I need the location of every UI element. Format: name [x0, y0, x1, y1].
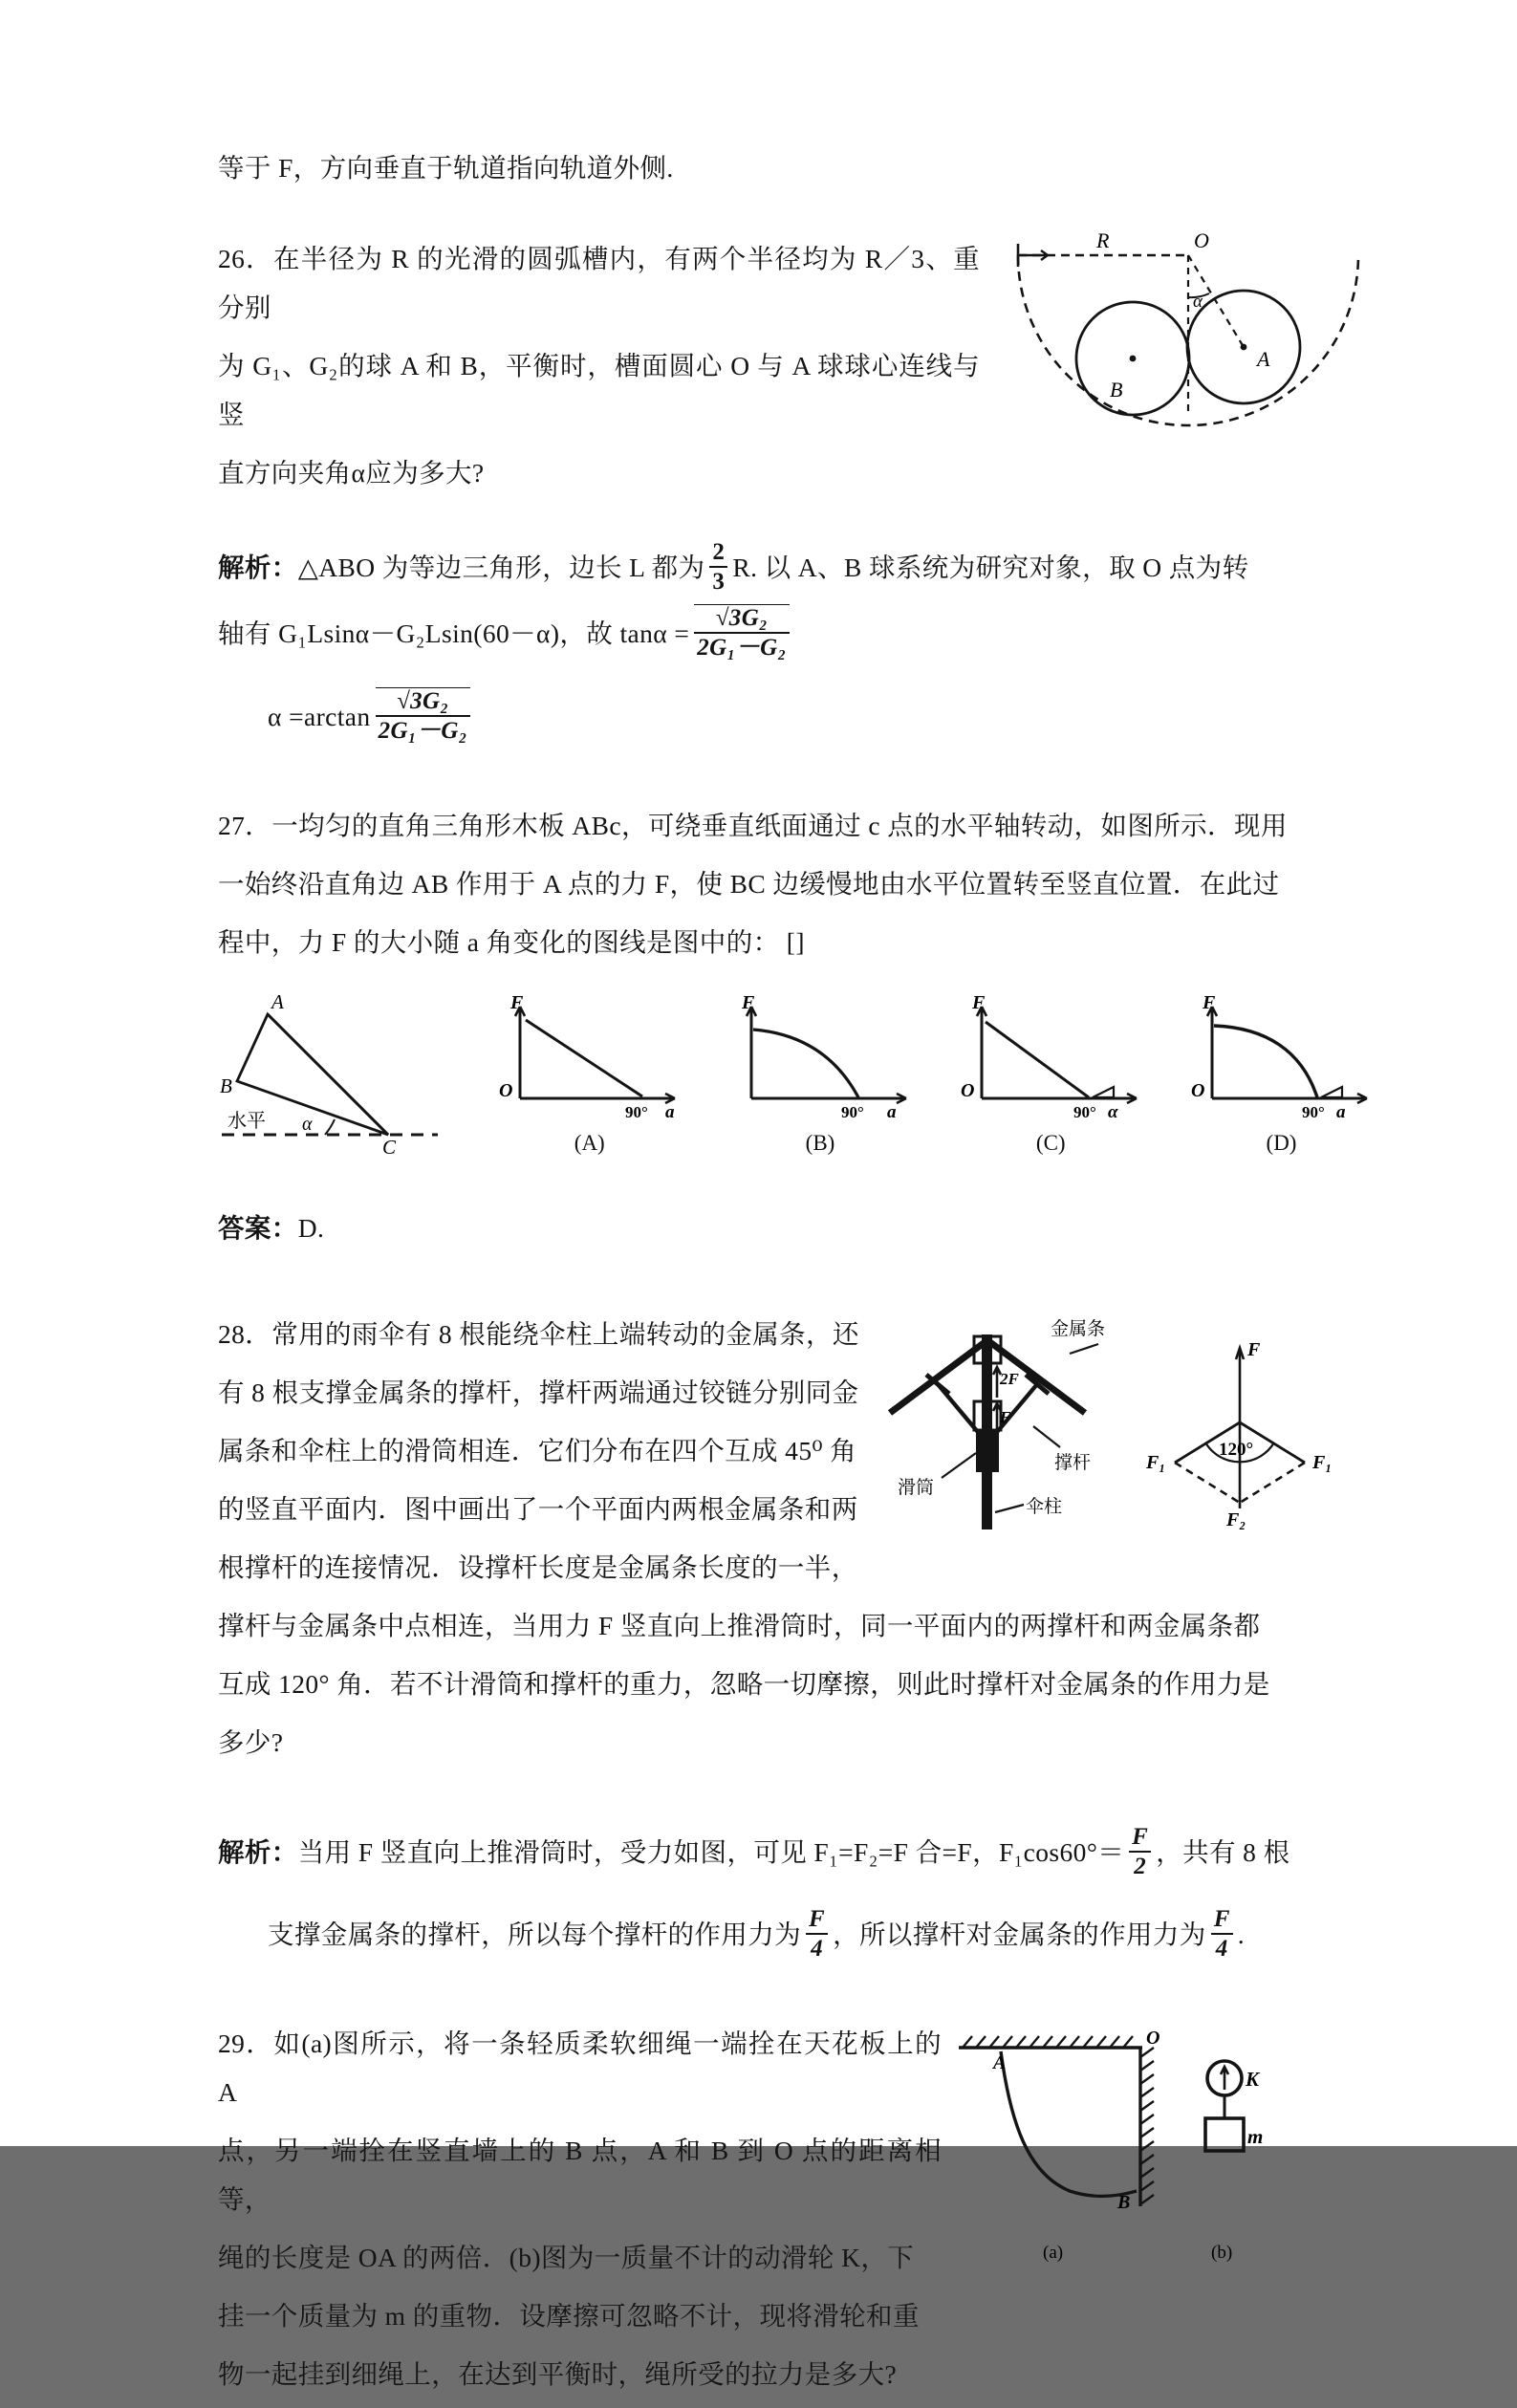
arctan-denominator: 2G₁－G₂ — [378, 718, 468, 744]
label-F-pole: F — [1000, 1408, 1011, 1426]
q28-line7: 互成 120° 角．若不计滑筒和撑杆的重力，忽略一切摩擦，则此时撑杆对金属条的作用力是 — [218, 1669, 1270, 1699]
graph-c-y-label: F — [971, 992, 986, 1013]
q26-solution-label: 解析： — [218, 553, 298, 582]
fig-a-label-B: B — [1117, 2192, 1131, 2213]
q28-solution-text-c: 支撑金属条的撑杆，所以每个撑杆的作用力为 — [268, 1920, 801, 1949]
q26-line3: 直方向夹角α应为多大? — [218, 458, 485, 488]
question-27 — [218, 801, 1379, 966]
alpha-angle-arc — [325, 1119, 335, 1135]
fig-a-label-A: A — [993, 2052, 1007, 2073]
figure-a — [959, 2028, 1159, 2263]
fig-a-caption: (a) — [1043, 2243, 1064, 2263]
label-A: A — [1257, 347, 1270, 371]
graph-d-y-label: F — [1203, 992, 1216, 1013]
graph-c-caption: (C) — [1035, 1131, 1066, 1155]
label-2F: 2F — [1000, 1370, 1019, 1388]
q28-solution-line1 — [218, 1824, 1379, 1879]
board-label-C: C — [382, 1136, 397, 1159]
graph-b-plot — [723, 992, 919, 1129]
label-angle-120: 120° — [1219, 1440, 1254, 1460]
arctan-fraction — [376, 687, 470, 744]
side-dashed-left — [1175, 1463, 1240, 1503]
q28-line6: 撑杆与金属条中点相连，当用力 F 竖直向上推滑筒时，同一平面内的两撑杆和两金属条都 — [218, 1611, 1261, 1640]
fraction-denominator: 3 — [712, 569, 726, 595]
q26-groove-diagram — [997, 228, 1379, 425]
q28-line1: 28．常用的雨伞有 8 根能绕伞柱上端转动的金属条，还 — [218, 1319, 859, 1349]
graph-d-tick-wedge — [1321, 1087, 1342, 1097]
f4a-numerator: F — [806, 1906, 828, 1935]
q28-line3: 属条和伞柱上的滑筒相连．它们分布在四个互成 45⁰ 角 — [218, 1436, 857, 1465]
figure-b — [1205, 2061, 1263, 2263]
fraction-two-thirds — [709, 539, 727, 595]
q29-figures — [959, 2019, 1379, 2277]
label-F-resultant: F — [1247, 1339, 1261, 1360]
f4a-denominator: 4 — [811, 1936, 823, 1962]
label-O: O — [1194, 228, 1209, 252]
weight-block — [1205, 2118, 1244, 2151]
fig-a-label-O: O — [1146, 2028, 1160, 2049]
q27-board-figure — [218, 990, 457, 1159]
graph-b-curve — [753, 1030, 858, 1097]
q27-graph-d — [1183, 992, 1379, 1156]
graph-b-y-label: F — [741, 992, 754, 1013]
f4b-numerator: F — [1211, 1906, 1233, 1935]
graph-a-y-label: F — [510, 992, 524, 1013]
q29-line2: 点，另一端拴在竖直墙上的 B 点，A 和 B 到 O 点的距离相等， — [218, 2136, 942, 2214]
q27-line1: 27．一均匀的直角三角形木板 ABc，可绕垂直纸面通过 c 点的水平轴转动，如图所示．现用 — [218, 811, 1288, 840]
q27-answer-label: 答案： — [218, 1213, 298, 1243]
ball-a-center — [1241, 344, 1247, 351]
pulley-hook-arrow — [1221, 2067, 1228, 2090]
lead-paragraph: 等于 F，方向垂直于轨道指向轨道外侧. — [218, 153, 674, 183]
q26-figure — [997, 228, 1379, 425]
q28-line2: 有 8 根支撑金属条的撑杆，撑杆两端通过铰链分别同金 — [218, 1378, 859, 1407]
q27-graph-a — [491, 992, 687, 1156]
q27-graph-c — [953, 992, 1149, 1156]
graph-b-x-label: a — [886, 1102, 896, 1122]
q27-graph-b — [723, 992, 919, 1156]
rope-and-pulley-diagram — [959, 2019, 1379, 2277]
q27-figure-row — [218, 990, 1379, 1159]
q29-line1: 29．如(a)图所示，将一条轻质柔软细绳一端拴在天花板上的 A — [218, 2028, 942, 2107]
tan-alpha-fraction — [694, 604, 789, 661]
question-28 — [218, 1310, 1379, 1776]
fraction-numerator: 2 — [709, 539, 727, 568]
graph-c-x-label: α — [1107, 1102, 1118, 1122]
fig-b-label-K: K — [1246, 2068, 1260, 2091]
side-ac — [268, 1014, 388, 1135]
graph-b-tick-label: 90° — [840, 1103, 864, 1121]
force-parallelogram — [1145, 1339, 1332, 1530]
q29-line4: 挂一个质量为 m 的重物．设摩擦可忽略不计，现将滑轮和重 — [218, 2301, 920, 2331]
graph-a-plot — [491, 992, 687, 1129]
f2-denominator: 2 — [1134, 1854, 1147, 1879]
q26-solution-line2 — [218, 604, 1379, 661]
graph-b-caption: (B) — [805, 1131, 835, 1155]
f2-numerator: F — [1129, 1824, 1151, 1853]
q27-line2: 一始终沿直角边 AB 作用于 A 点的力 F，使 BC 边缓慢地由水平位置转至竖直位置．在此过 — [218, 869, 1280, 899]
umbrella-frame — [890, 1318, 1105, 1529]
q28-line5: 根撑杆的连接情况．设撑杆长度是金属条长度的一半， — [218, 1552, 858, 1582]
tan-numerator: √3G₂ — [694, 604, 789, 634]
graph-d-plot — [1183, 992, 1379, 1129]
graph-d-tick-label: 90° — [1302, 1103, 1325, 1121]
q28-figures — [882, 1310, 1379, 1539]
solution-fraction-f-over-4-b — [1211, 1906, 1233, 1962]
side-dashed-right — [1240, 1463, 1305, 1503]
label-metal-strip: 金属条 — [1051, 1319, 1106, 1339]
q28-solution-text-e: . — [1237, 1920, 1246, 1949]
graph-a-origin-label: O — [499, 1080, 513, 1101]
q28-line4: 的竖直平面内．图中画出了一个平面内两根金属条和两 — [218, 1494, 858, 1524]
q28-solution-text-b: ，共有 8 根 — [1156, 1837, 1290, 1867]
rope-curve — [1001, 2051, 1137, 2196]
solution-fraction-f-over-2 — [1129, 1824, 1151, 1879]
ceiling-hatching — [963, 2036, 1133, 2048]
q27-line3: 程中，力 F 的大小随 a 角变化的图线是图中的： [] — [218, 927, 805, 957]
graph-d-curve — [1214, 1026, 1317, 1097]
graph-c-tick-wedge — [1093, 1087, 1114, 1097]
label-support-rod: 撑杆 — [1054, 1453, 1092, 1473]
graph-c-tick-label: 90° — [1073, 1103, 1096, 1121]
wall-hatching — [1140, 2048, 1154, 2204]
board-label-B: B — [220, 1074, 232, 1097]
graph-c-plot — [953, 992, 1149, 1129]
umbrella-and-force-diagram — [882, 1310, 1379, 1539]
q28-solution-text-a: 当用 F 竖直向上推滑筒时，受力如图，可见 F₁=F₂=F 合=F，F₁cos60°＝ — [297, 1837, 1125, 1867]
tan-denominator: 2G₁－G₂ — [697, 635, 787, 661]
label-F1-right: F₁ — [1312, 1452, 1333, 1473]
q26-solution-text-a: △ABO 为等边三角形，边长 L 都为 — [297, 553, 705, 582]
label-F1-left: F₁ — [1146, 1452, 1166, 1473]
page-content — [218, 143, 1379, 2408]
radius-arrow — [1020, 250, 1048, 260]
q28-solution-text-d: ，所以撑杆对金属条的作用力为 — [833, 1920, 1206, 1949]
label-pole: 伞柱 — [1026, 1497, 1063, 1517]
graph-d-x-label: a — [1336, 1102, 1346, 1122]
q26-moment-equation: 轴有 G₁Lsinα－G₂Lsin(60－α)，故 tanα = — [218, 618, 690, 648]
board-label-alpha: α — [302, 1114, 313, 1135]
q27-answer-value: D. — [297, 1213, 325, 1243]
arctan-numerator: √3G₂ — [376, 687, 470, 717]
q27-answer — [218, 1204, 1379, 1252]
q26-solution-line3 — [218, 687, 1379, 744]
q28-solution-line2 — [218, 1906, 1379, 1962]
q26-solution-text-b: R. 以 A、B 球系统为研究对象，取 O 点为转 — [732, 553, 1249, 582]
f4b-denominator: 4 — [1215, 1936, 1228, 1962]
graph-c-curve — [986, 1022, 1089, 1097]
label-B: B — [1110, 378, 1123, 401]
q28-solution-label: 解析： — [218, 1837, 298, 1867]
q29-line3: 绳的长度是 OA 的两倍．(b)图为一质量不计的动滑轮 K，下 — [218, 2243, 915, 2272]
q29-line5: 物一起挂到细绳上，在达到平衡时，绳所受的拉力是多大? — [218, 2359, 898, 2389]
solution-fraction-f-over-4-a — [806, 1906, 828, 1962]
label-R: R — [1096, 228, 1110, 252]
leader-metal-strip — [1070, 1344, 1098, 1354]
q26-line1: 26．在半径为 R 的光滑的圆弧槽内，有两个半径均为 R／3、重分别 — [218, 244, 980, 322]
board-label-horizontal: 水平 — [228, 1111, 266, 1132]
graph-d-origin-label: O — [1191, 1080, 1205, 1101]
q26-solution-line1 — [218, 539, 1379, 595]
fig-b-caption: (b) — [1211, 2243, 1233, 2263]
label-F2: F₂ — [1226, 1509, 1246, 1530]
question-26 — [218, 228, 1379, 507]
label-slider: 滑筒 — [898, 1478, 935, 1498]
fig-b-label-m: m — [1247, 2125, 1264, 2148]
ball-b-center — [1130, 356, 1137, 362]
question-29 — [218, 2019, 1379, 2408]
leader-slider — [942, 1453, 976, 1478]
leader-pole — [995, 1505, 1024, 1512]
graph-a-curve — [526, 1020, 642, 1096]
graph-a-caption: (A) — [574, 1131, 605, 1155]
q28-line8: 多少? — [218, 1727, 284, 1757]
label-alpha: α — [1193, 292, 1203, 312]
q26-arctan-text: α =arctan — [268, 702, 371, 731]
board-label-A: A — [271, 990, 284, 1013]
triangle-board-diagram — [218, 990, 457, 1159]
graph-c-origin-label: O — [960, 1080, 975, 1101]
leader-support-rod — [1033, 1426, 1060, 1447]
graph-d-caption: (D) — [1266, 1131, 1297, 1155]
graph-a-x-label: a — [665, 1102, 675, 1122]
q26-line2: 为 G₁、G₂的球 A 和 B，平衡时，槽面圆心 O 与 A 球球心连线与竖 — [218, 351, 980, 429]
graph-a-tick-label: 90° — [625, 1103, 649, 1121]
support-rod-right — [987, 1384, 1037, 1443]
